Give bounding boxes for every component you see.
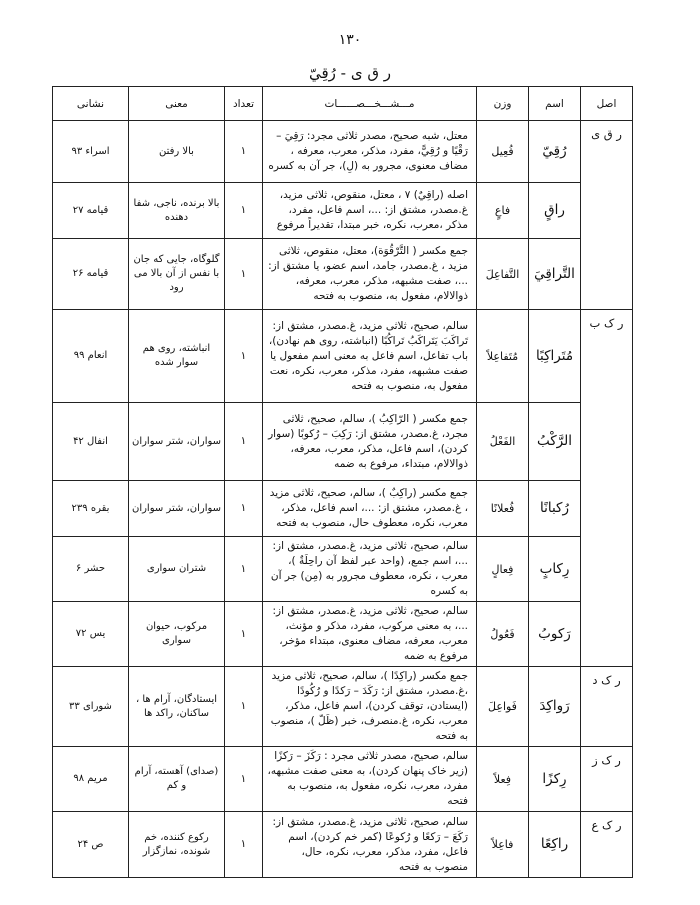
- ism-cell: رِکابٍ: [529, 537, 581, 602]
- header-nishani: نشانی: [53, 87, 129, 121]
- root-cell: ر ک ع: [581, 812, 633, 878]
- ism-cell: راکِعًا: [529, 812, 581, 878]
- tedad-cell: ۱: [225, 537, 263, 602]
- nishani-cell: شورای ۳۳: [53, 667, 129, 747]
- nishani-cell: انعام ۹۹: [53, 310, 129, 403]
- ism-cell: رُکبانًا: [529, 481, 581, 537]
- nishani-cell: قیامه ۲۶: [53, 239, 129, 310]
- table-row: [53, 602, 633, 667]
- ism-cell: رَکوبُ: [529, 602, 581, 667]
- desc-cell: جمع مکسر ( الرّاکِبُ )، سالم، صحيح، ثلاثی مجرد، غ.مصدر، مشتق از: رَکِبَ – رُکوبًا (سوار کردن)، اسم فاعل، مذکر، معرب، معرفه، ذوالالام، مبتداء، مرفوع به ضمه: [263, 403, 477, 481]
- root-cell: ر ک د: [581, 667, 633, 747]
- wazn-cell: فاعِلاً: [477, 812, 529, 878]
- desc-cell: سالم، صحيح، ثلاثی مزید، غ.مصدر، مشتق از: تَراکَبَ يَتَراکَبُ تَراکُبًا (انباشته، روی هم نهادن)، باب تفاعل، اسم فاعل به معنی اسم مفعول یا صفت مشبهه، مفرد، مذکر، معرب، نکره، نعت مفعول به، منصوب به فتحه: [263, 310, 477, 403]
- mana-cell: شتران سواری: [129, 537, 225, 602]
- table-row: [53, 183, 633, 239]
- root-cell: ر ک ب: [581, 310, 633, 667]
- desc-cell: سالم، صحيح، ثلاثی مزید، غ.مصدر، مشتق از: ...، به معنی مرکوب، مفرد، مذکر و مؤنث، معرب، معرفه، مضاف معنوی، مبتداء مؤخر، مرفوع به ضمه: [263, 602, 477, 667]
- ism-cell: التَّراقِيَ: [529, 239, 581, 310]
- mana-cell: سواران، شتر سواران: [129, 403, 225, 481]
- header-wazn: وزن: [477, 87, 529, 121]
- ism-cell: الرَّکْبُ: [529, 403, 581, 481]
- table-row: [53, 537, 633, 602]
- table-row: [53, 481, 633, 537]
- page-title: ر ق ی - رُقِيّ: [308, 64, 392, 82]
- desc-cell: سالم، صحيح، ثلاثی مزید، غ.مصدر، مشتق از: ...، اسم جمع، (واحد عبر لفظ آن راحِلَةٌ )، معرب ، نکره، معطوف مجرور به (مِن) جر آن به کسره: [263, 537, 477, 602]
- ism-cell: مُتَراکِبًا: [529, 310, 581, 403]
- nishani-cell: یس ۷۲: [53, 602, 129, 667]
- mana-cell: ایستادگان، آرام ها ، ساکنان، راکد ها: [129, 667, 225, 747]
- mana-cell: مرکوب، حیوان سواری: [129, 602, 225, 667]
- desc-cell: اصله (راقِيٌ) ۷ ، معتل، منقوص، ثلاثی مزید، غ.مصدر، مشتق از: ...، اسم فاعل، مفرد، مذکر ،معرب، نکره، خبر مبتدا، تقديراً مرفوع: [263, 183, 477, 239]
- mana-cell: بالا برنده، ناجی، شفا دهنده: [129, 183, 225, 239]
- tedad-cell: ۱: [225, 239, 263, 310]
- wazn-cell: فُعِيل: [477, 121, 529, 183]
- tedad-cell: ۱: [225, 812, 263, 878]
- table-row: [53, 121, 633, 183]
- mana-cell: سواران، شتر سواران: [129, 481, 225, 537]
- tedad-cell: ۱: [225, 667, 263, 747]
- wazn-cell: فِعالٍ: [477, 537, 529, 602]
- wazn-cell: التَّفاعِلَ: [477, 239, 529, 310]
- header-mushakhasat: مـــشـــخـــصــــــات: [263, 87, 477, 121]
- mana-cell: رکوع کننده، خم شونده، نمازگزار: [129, 812, 225, 878]
- page-number: ۱۳۰: [338, 32, 362, 48]
- wazn-cell: فُعلانًا: [477, 481, 529, 537]
- desc-cell: جمع مکسر (راکِدًا )، سالم، صحيح، ثلاثی مزید ،غ.مصدر، مشتق از: رَکَدَ – رَکدًا و رُکُودًا (ایستادن، توقف کردن)، اسم فاعل، مذکر، معرب، نکره، غ.منصرف، خبر (ظَلّ )، منصوب به فتحه: [263, 667, 477, 747]
- mana-cell: بالا رفتن: [129, 121, 225, 183]
- table-row: [53, 812, 633, 878]
- wazn-cell: فاعٍ: [477, 183, 529, 239]
- nishani-cell: حشر ۶: [53, 537, 129, 602]
- table-row: [53, 310, 633, 403]
- ism-cell: راقٍ: [529, 183, 581, 239]
- desc-cell: معتل، شبه صحيح، مصدر ثلاثی مجرد: رَقِيَ – رَقْيًا و رُقِيًّ، مفرد، مذکر، معرب، معرفه ، مضاف معنوی، مجرور به (لِ)، جر آن به کسره: [263, 121, 477, 183]
- tedad-cell: ۱: [225, 481, 263, 537]
- ism-cell: رُقِيّ: [529, 121, 581, 183]
- table-row: [53, 667, 633, 747]
- header-tedad: تعداد: [225, 87, 263, 121]
- tedad-cell: ۱: [225, 747, 263, 812]
- wazn-cell: الفَعْلُ: [477, 403, 529, 481]
- root-cell: ر ک ز: [581, 747, 633, 812]
- table-row: [53, 239, 633, 310]
- desc-cell: جمع مکسر ( التَّرْقُوَة)، معتل، منقوص، ثلاثی مزید ، غ.مصدر، جامد، اسم عضو، یا مشتق از: ...، صفت مشبهه، مذکر، معرب، معرفه، ذوالالام، مفعول به، منصوب به فتحه: [263, 239, 477, 310]
- wazn-cell: مُتَفاعِلاً: [477, 310, 529, 403]
- desc-cell: سالم، صحيح، ثلاثی مزید، غ.مصدر، مشتق از: رَکَعَ – رَکعًا و رُکوعًا (کمر خم کردن)، اسم فاعل، مفرد، مذکر، معرب، نکره، حال، منصوب به فتحه: [263, 812, 477, 878]
- tedad-cell: ۱: [225, 121, 263, 183]
- wazn-cell: فَواعِلَ: [477, 667, 529, 747]
- header-mana: معنی: [129, 87, 225, 121]
- header-asl: اصل: [581, 87, 633, 121]
- tedad-cell: ۱: [225, 403, 263, 481]
- nishani-cell: بقره ۲۳۹: [53, 481, 129, 537]
- word-table: [52, 86, 633, 878]
- table-row: [53, 403, 633, 481]
- tedad-cell: ۱: [225, 183, 263, 239]
- tedad-cell: ۱: [225, 310, 263, 403]
- mana-cell: انباشته، روی هم سوار شده: [129, 310, 225, 403]
- nishani-cell: قیامه ۲۷: [53, 183, 129, 239]
- mana-cell: گلوگاه، جایی که جان با نفس از آن بالا می رود: [129, 239, 225, 310]
- desc-cell: سالم، صحيح، مصدر ثلاثی مجرد : رَکَزَ – رَکزًا (زیر خاک پنهان کردن)، به معنی صفت مشبهه، مفرد، معرب، نکره، مفعول به، منصوب به فتحه: [263, 747, 477, 812]
- tedad-cell: ۱: [225, 602, 263, 667]
- wazn-cell: فِعلاً: [477, 747, 529, 812]
- table-row: [53, 747, 633, 812]
- table-header: [53, 87, 633, 121]
- nishani-cell: ص ۲۴: [53, 812, 129, 878]
- header-ism: اسم: [529, 87, 581, 121]
- nishani-cell: مریم ۹۸: [53, 747, 129, 812]
- desc-cell: جمع مکسر (راکِبٌ )، سالم، صحيح، ثلاثی مزید ، غ.مصدر، مشتق از: ...، اسم فاعل، مذکر، معرب، نکره، معطوف حال، منصوب به فتحه: [263, 481, 477, 537]
- mana-cell: (صدای) آهسته، آرام و کم: [129, 747, 225, 812]
- root-cell: ر ق ی: [581, 121, 633, 310]
- ism-cell: رَواکِدَ: [529, 667, 581, 747]
- nishani-cell: انفال ۴۲: [53, 403, 129, 481]
- nishani-cell: اسراء ۹۳: [53, 121, 129, 183]
- wazn-cell: فَعُولُ: [477, 602, 529, 667]
- ism-cell: رِکزًا: [529, 747, 581, 812]
